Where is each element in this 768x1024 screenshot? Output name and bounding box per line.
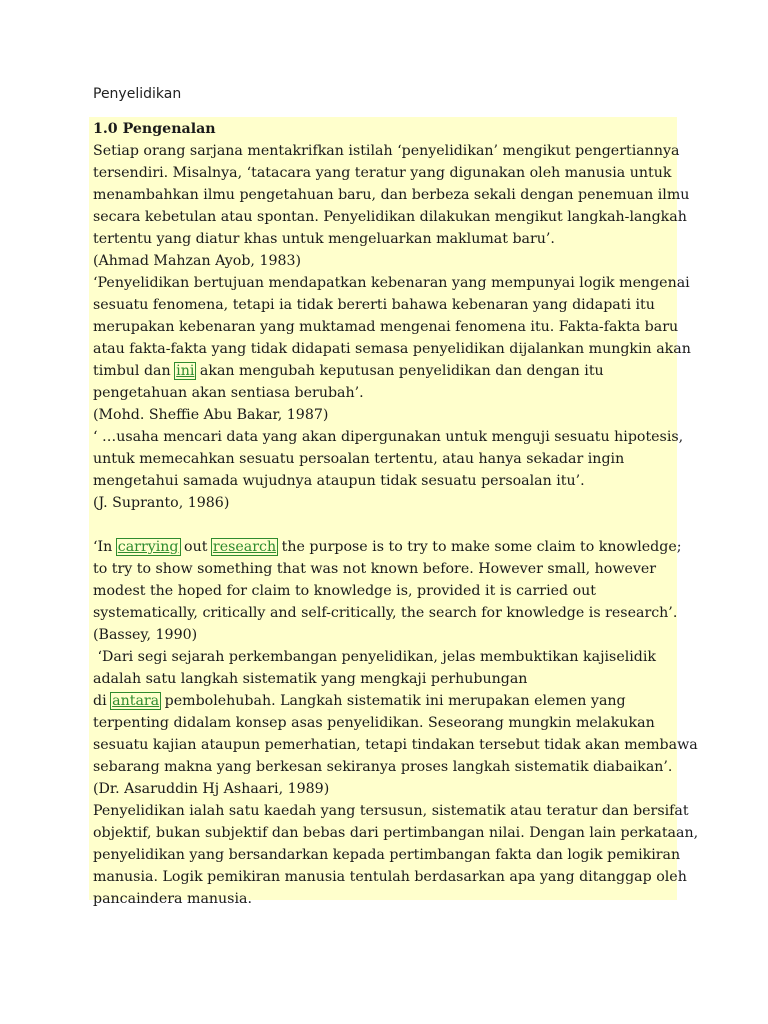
body-line: terpenting didalam konsep asas penyelidikan. Seseorang mungkin melakukan: [93, 715, 655, 731]
body-line: Penyelidikan ialah satu kaedah yang tersusun, sistematik atau teratur dan bersifat: [93, 803, 689, 819]
body-line: penyelidikan yang bersandarkan kepada pertimbangan fakta dan logik pemikiran: [93, 847, 681, 863]
keyword-link-ini[interactable]: ini: [176, 363, 195, 379]
citation: (J. Supranto, 1986): [93, 495, 230, 511]
body-line: menambahkan ilmu pengetahuan baru, dan berbeza sekali dengan penemuan ilmu: [93, 187, 690, 203]
body-line: to try to show something that was not known before. However small, however: [93, 561, 657, 577]
body-line: tertentu yang diatur khas untuk mengeluarkan maklumat baru’.: [93, 231, 555, 247]
body-line: ‘ …usaha mencari data yang akan dipergunakan untuk menguji sesuatu hipotesis,: [93, 429, 684, 445]
body-line: secara kebetulan atau spontan. Penyelidikan dilakukan mengikut langkah-langkah: [93, 209, 687, 225]
body-line: [93, 690, 677, 712]
body-line: sebarang makna yang berkesan sekiranya proses langkah sistematik diabaikan’.: [93, 759, 673, 775]
body-line: Setiap orang sarjana mentakrifkan istilah ‘penyelidikan’ mengikut pengertiannya: [93, 143, 680, 159]
body-line: [93, 536, 682, 558]
text-segment: timbul dan: [93, 363, 176, 379]
keyword-link-carrying[interactable]: carrying: [117, 539, 179, 555]
text-segment: ‘In: [93, 539, 117, 555]
text-segment: the purpose is to try to make some claim to knowledge;: [277, 539, 682, 555]
body-line: modest the hoped for claim to knowledge is, provided it is carried out: [93, 583, 596, 599]
citation: (Ahmad Mahzan Ayob, 1983): [93, 253, 302, 269]
body-line: pengetahuan akan sentiasa berubah’.: [93, 385, 364, 401]
body-line: ‘Dari segi sejarah perkembangan penyelidikan, jelas membuktikan kajiselidik: [93, 649, 657, 665]
keyword-link-research[interactable]: research: [212, 539, 277, 555]
text-segment: di: [93, 693, 112, 709]
document-label: Penyelidikan: [93, 86, 182, 102]
body-line: untuk memecahkan sesuatu persoalan tertentu, atau hanya sekadar ingin: [93, 451, 625, 467]
body-line: sesuatu kajian ataupun pemerhatian, tetapi tindakan tersebut tidak akan membawa: [93, 737, 698, 753]
body-line: manusia. Logik pemikiran manusia tentulah berdasarkan apa yang ditanggap oleh: [93, 869, 687, 885]
body-line: adalah satu langkah sistematik yang mengkaji perhubungan: [93, 671, 528, 687]
body-line: [93, 360, 677, 382]
document-body: [93, 118, 699, 910]
body-line: systematically, critically and self-critically, the search for knowledge is research’.: [93, 605, 678, 621]
body-line: objektif, bukan subjektif dan bebas dari pertimbangan nilai. Dengan lain perkataan,: [93, 825, 699, 841]
citation: (Mohd. Sheffie Abu Bakar, 1987): [93, 407, 329, 423]
body-line: tersendiri. Misalnya, ‘tatacara yang teratur yang digunakan oleh manusia untuk: [93, 165, 672, 181]
body-line: ‘Penyelidikan bertujuan mendapatkan kebenaran yang mempunyai logik mengenai: [93, 275, 690, 291]
body-line: atau fakta-fakta yang tidak didapati semasa penyelidikan dijalankan mungkin akan: [93, 341, 691, 357]
citation: (Dr. Asaruddin Hj Ashaari, 1989): [93, 781, 330, 797]
body-line: mengetahui samada wujudnya ataupun tidak sesuatu persoalan itu’.: [93, 473, 585, 489]
body-line: pancaindera manusia.: [93, 891, 252, 907]
text-segment: akan mengubah keputusan penyelidikan dan dengan itu: [195, 363, 604, 379]
body-line: merupakan kebenaran yang muktamad mengenai fenomena itu. Fakta-fakta baru: [93, 319, 679, 335]
blank-line: [93, 514, 677, 536]
body-line: sesuatu fenomena, tetapi ia tidak bererti bahawa kebenaran yang didapati itu: [93, 297, 655, 313]
text-segment: out: [179, 539, 212, 555]
section-heading: 1.0 Pengenalan: [93, 121, 216, 137]
text-segment: pembolehubah. Langkah sistematik ini merupakan elemen yang: [160, 693, 626, 709]
keyword-link-antara[interactable]: antara: [112, 693, 160, 709]
citation: (Bassey, 1990): [93, 627, 198, 643]
